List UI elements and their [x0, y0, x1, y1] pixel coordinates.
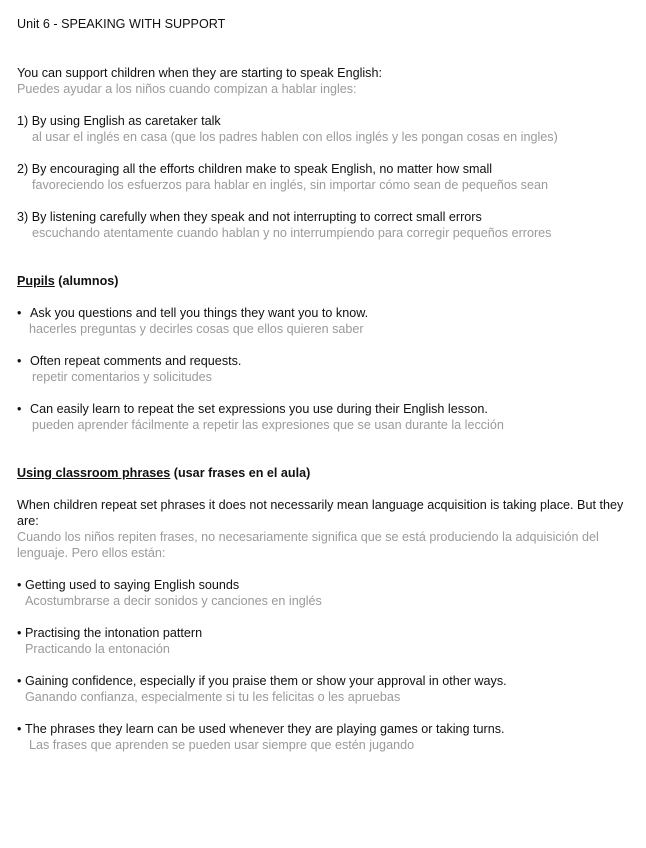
phrases-item-spanish: Practicando la entonación: [25, 642, 170, 656]
intro-block: [17, 65, 637, 97]
support-point-spanish: escuchando atentamente cuando hablan y no interrumpiendo para corregir pequeños errores: [32, 226, 552, 240]
phrases-item-2: [17, 625, 637, 657]
intro-spanish: Puedes ayudar a los niños cuando compizan a hablar ingles:: [17, 82, 357, 96]
bullet-icon: •: [17, 402, 22, 416]
phrases-heading-underlined: Using classroom phrases: [17, 466, 171, 480]
phrases-item-spanish: Acostumbrarse a decir sonidos y canciones en inglés: [25, 594, 322, 608]
support-point-spanish: favoreciendo los esfuerzos para hablar en inglés, sin importar cómo sean de pequeños sean: [32, 178, 548, 192]
pupils-item-english: Can easily learn to repeat the set expressions you use during their English lesson.: [30, 402, 488, 416]
phrases-item-english: The phrases they learn can be used whenever they are playing games or taking turns.: [25, 722, 505, 736]
phrases-intro-english: When children repeat set phrases it does not necessarily mean language acquisition is taking place. But they are:: [17, 498, 624, 528]
phrases-intro: [17, 497, 637, 561]
pupils-heading: [17, 273, 637, 289]
phrases-heading-rest: (usar frases en el aula): [170, 466, 311, 480]
phrases-item-spanish: Ganando confianza, especialmente si tu les felicitas o les apruebas: [25, 690, 401, 704]
support-point-english: 2) By encouraging all the efforts children make to speak English, no matter how small: [17, 162, 493, 176]
phrases-item-4: [17, 721, 637, 753]
pupils-item-2: [17, 353, 637, 385]
pupils-item-spanish: repetir comentarios y solicitudes: [32, 370, 212, 384]
phrases-item-spanish: Las frases que aprenden se pueden usar siempre que estén jugando: [29, 738, 415, 752]
pupils-item-3: [17, 401, 637, 433]
bullet-icon: •: [17, 674, 22, 688]
bullet-icon: •: [17, 722, 22, 736]
phrases-item-english: Practising the intonation pattern: [25, 626, 203, 640]
pupils-item-spanish: hacerles preguntas y decirles cosas que ellos quieren saber: [29, 322, 364, 336]
pupils-item-1: [17, 305, 637, 337]
intro-english: You can support children when they are starting to speak English:: [17, 66, 382, 80]
support-point-english: 3) By listening carefully when they speak and not interrupting to correct small errors: [17, 210, 482, 224]
pupils-heading-underlined: Pupils: [17, 274, 55, 288]
bullet-icon: •: [17, 626, 22, 640]
bullet-icon: •: [17, 354, 22, 368]
phrases-item-3: [17, 673, 637, 705]
support-point-spanish: al usar el inglés en casa (que los padres hablen con ellos inglés y les pongan cosas en ingles): [32, 130, 558, 144]
support-point-3: [17, 209, 637, 241]
support-point-english: 1) By using English as caretaker talk: [17, 114, 221, 128]
pupils-item-english: Ask you questions and tell you things they want you to know.: [30, 306, 369, 320]
pupils-item-spanish: pueden aprender fácilmente a repetir las expresiones que se usan durante la lección: [32, 418, 504, 432]
page-title: Unit 6 - SPEAKING WITH SUPPORT: [17, 17, 226, 31]
bullet-icon: •: [17, 578, 22, 592]
bullet-icon: •: [17, 306, 22, 320]
phrases-intro-spanish: Cuando los niños repiten frases, no necesariamente significa que se está produciendo la adquisición del lenguaje. Pero ellos están:: [17, 530, 599, 560]
support-point-2: [17, 161, 637, 193]
pupils-item-english: Often repeat comments and requests.: [30, 354, 242, 368]
phrases-item-english: Gaining confidence, especially if you praise them or show your approval in other ways.: [25, 674, 507, 688]
document-page: [17, 16, 637, 753]
support-point-1: [17, 113, 637, 145]
phrases-item-1: [17, 577, 637, 609]
phrases-item-english: Getting used to saying English sounds: [25, 578, 240, 592]
phrases-heading: [17, 465, 637, 481]
pupils-heading-rest: (alumnos): [54, 274, 119, 288]
